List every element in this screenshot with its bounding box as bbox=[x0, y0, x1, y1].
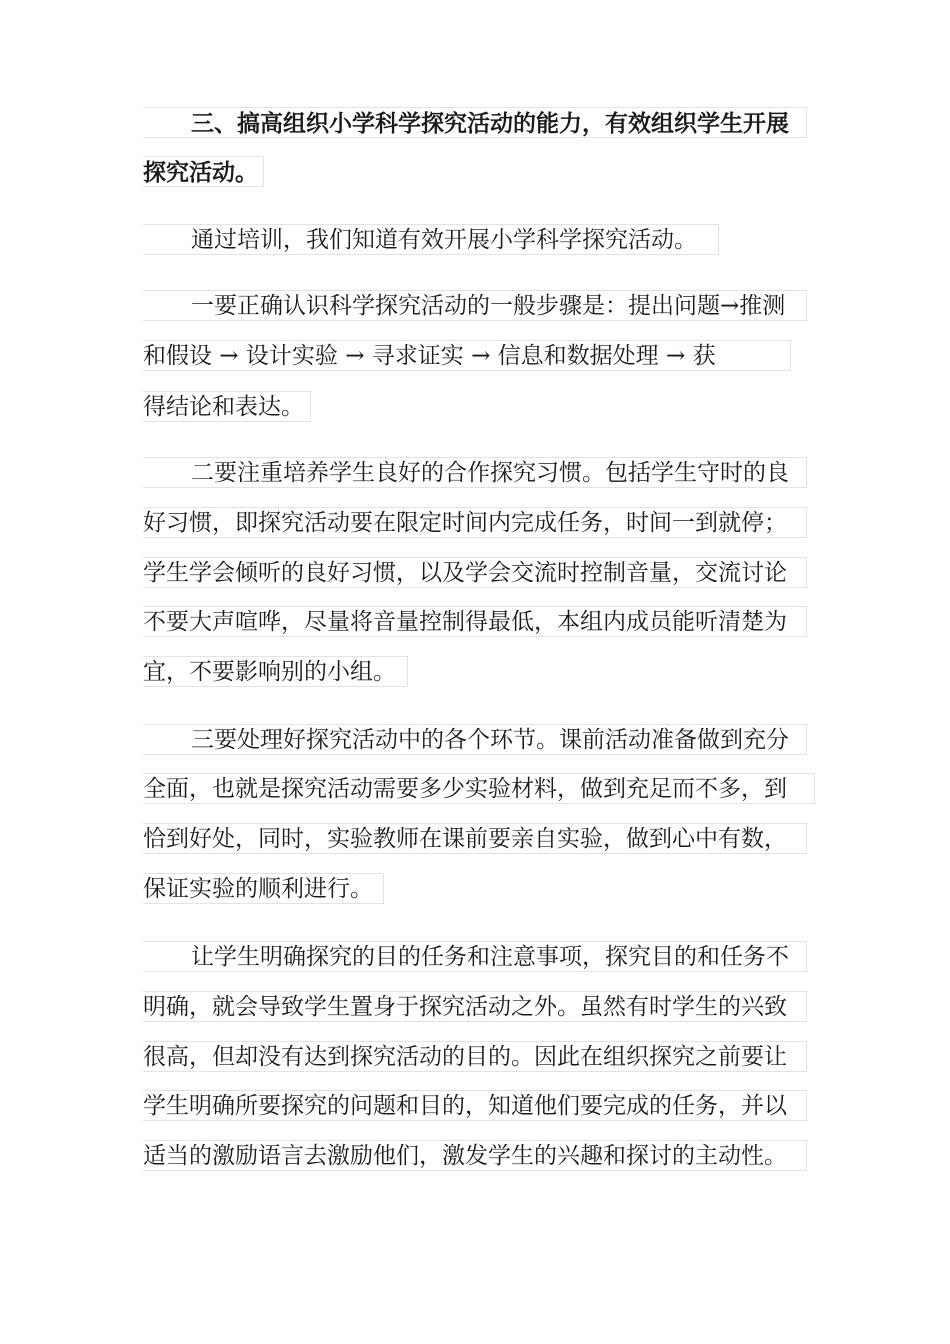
paragraph-steps-line-2: 和假设 → 设计实验 → 寻求证实 → 信息和数据处理 → 获 bbox=[143, 340, 791, 371]
paragraph-habits-line-5: 宜，不要影响别的小组。 bbox=[143, 656, 408, 687]
paragraph-habits-line-3: 学生学会倾听的良好习惯，以及学会交流时控制音量，交流讨论 bbox=[143, 557, 807, 588]
paragraph-steps-handling-line-4: 保证实验的顺利进行。 bbox=[143, 873, 384, 904]
paragraph-goals-line-4: 学生明确所要探究的问题和目的，知道他们要完成的任务，并以 bbox=[143, 1090, 807, 1121]
paragraph-goals-line-1: 让学生明确探究的目的任务和注意事项，探究目的和任务不 bbox=[143, 941, 807, 972]
paragraph-goals-line-2: 明确，就会导致学生置身于探究活动之外。虽然有时学生的兴致 bbox=[143, 991, 807, 1022]
paragraph-steps-line-3: 得结论和表达。 bbox=[143, 391, 311, 422]
paragraph-steps-line-1: 一要正确认识科学探究活动的一般步骤是：提出问题→推测 bbox=[143, 290, 807, 321]
paragraph-goals-line-5: 适当的激励语言去激励他们，激发学生的兴趣和探讨的主动性。 bbox=[143, 1140, 807, 1171]
section-heading-line-1: 三、搞高组织小学科学探究活动的能力，有效组织学生开展 bbox=[143, 107, 807, 138]
section-heading-line-2: 探究活动。 bbox=[143, 156, 264, 187]
paragraph-habits-line-4: 不要大声喧哗，尽量将音量控制得最低，本组内成员能听清楚为 bbox=[143, 606, 807, 637]
paragraph-habits-line-2: 好习惯，即探究活动要在限定时间内完成任务，时间一到就停； bbox=[143, 507, 807, 538]
paragraph-habits-line-1: 二要注重培养学生良好的合作探究习惯。包括学生守时的良 bbox=[143, 457, 807, 488]
paragraph-intro-line-1: 通过培训，我们知道有效开展小学科学探究活动。 bbox=[143, 224, 719, 255]
paragraph-steps-handling-line-1: 三要处理好探究活动中的各个环节。课前活动准备做到充分 bbox=[143, 724, 807, 755]
paragraph-steps-handling-line-2: 全面，也就是探究活动需要多少实验材料，做到充足而不多，到 bbox=[143, 773, 815, 804]
paragraph-steps-handling-line-3: 恰到好处，同时，实验教师在课前要亲自实验，做到心中有数， bbox=[143, 823, 807, 854]
paragraph-goals-line-3: 很高，但却没有达到探究活动的目的。因此在组织探究之前要让 bbox=[143, 1041, 807, 1072]
